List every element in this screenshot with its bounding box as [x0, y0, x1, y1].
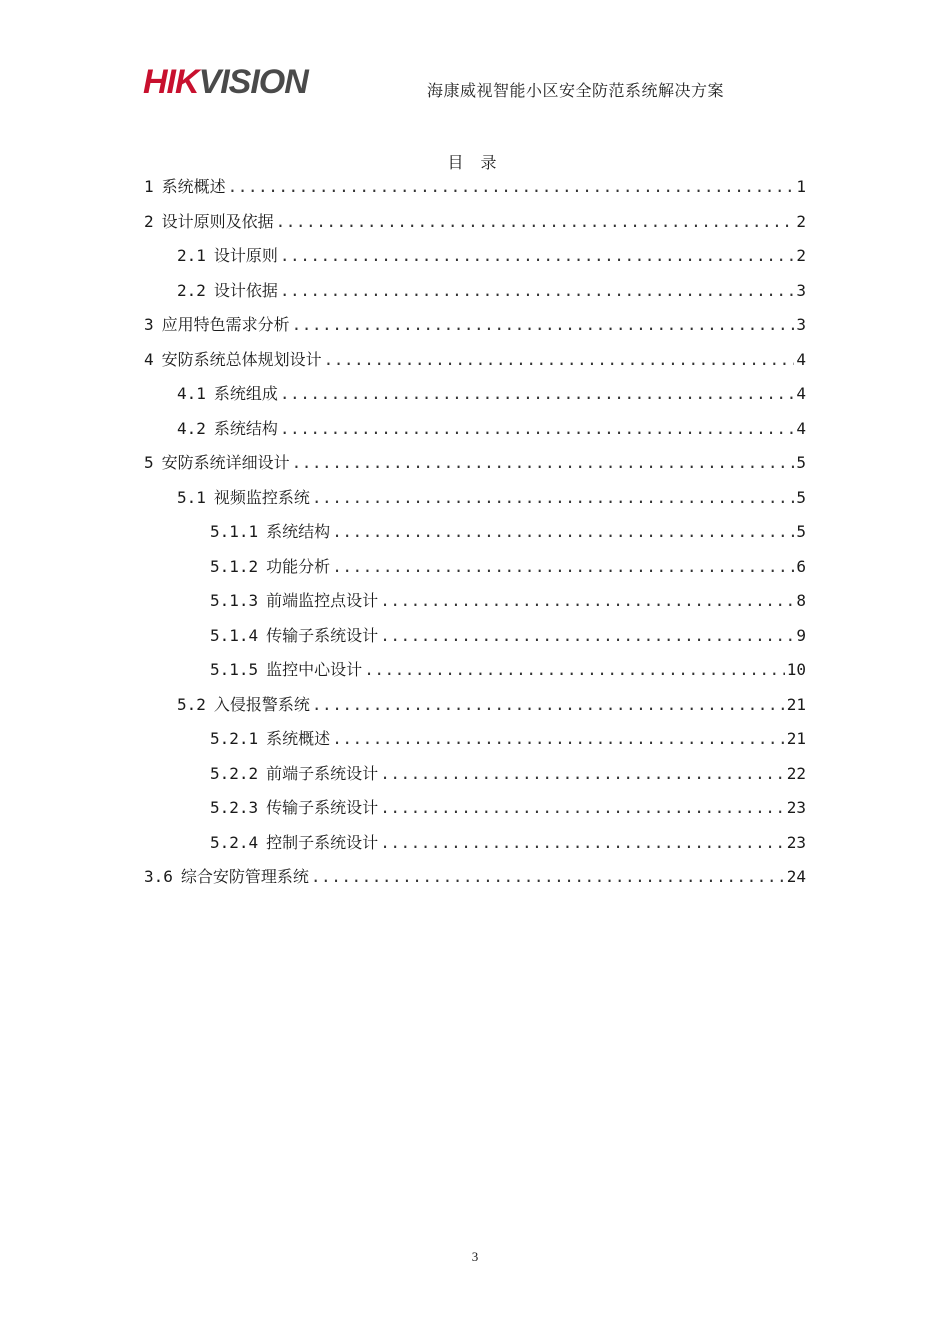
toc-entry[interactable]	[144, 657, 806, 692]
toc-entry-number: 5.1.5	[210, 660, 259, 679]
toc-entry-page: 23	[786, 832, 806, 852]
toc-entry-number: 5.2.4	[210, 832, 259, 852]
toc-entry-label	[144, 347, 322, 373]
toc-entry-page: 24	[786, 867, 806, 886]
toc-entry-page: 21	[786, 729, 806, 748]
toc-entry-text: 设计原则	[213, 246, 278, 265]
toc-entry[interactable]	[144, 416, 806, 451]
toc-entry[interactable]	[144, 450, 806, 485]
toc-entry-label	[210, 726, 330, 752]
toc-entry-number: 5.1.1	[210, 522, 259, 541]
toc-leader-dots	[228, 174, 795, 200]
toc-leader-dots	[380, 795, 785, 821]
toc-entry[interactable]	[144, 554, 806, 589]
toc-entry-page: 2	[796, 246, 806, 265]
toc-entry[interactable]	[144, 864, 806, 899]
toc-entry-text: 功能分析	[266, 556, 331, 576]
toc-leader-dots	[280, 243, 794, 269]
toc-entry-number: 5.1.4	[210, 625, 259, 645]
toc-entry-number: 2.1	[177, 246, 206, 265]
toc-leader-dots	[324, 347, 795, 373]
toc-entry-label	[177, 485, 310, 511]
toc-entry-number: 1	[144, 177, 154, 196]
toc-entry-text: 系统组成	[213, 384, 278, 403]
toc-entry-text: 系统概述	[161, 177, 226, 196]
toc-entry-number: 5.1.3	[210, 591, 259, 610]
toc-entry-label	[177, 416, 278, 442]
toc-entry-text: 安防系统详细设计	[161, 453, 290, 472]
toc-entry-label	[144, 312, 290, 338]
toc-entry-page: 10	[786, 660, 806, 679]
toc-entry[interactable]	[144, 830, 806, 865]
toc-entry[interactable]	[144, 795, 806, 830]
toc-entry-page: 5	[796, 522, 806, 541]
toc-entry-label	[210, 761, 378, 787]
toc-entry[interactable]	[144, 761, 806, 796]
toc-entry-page: 6	[796, 556, 806, 576]
toc-entry-number: 2	[144, 211, 154, 231]
toc-entry-number: 2.2	[177, 280, 206, 300]
toc-leader-dots	[332, 726, 785, 752]
toc-entry-number: 5.1	[177, 487, 206, 507]
toc-entry-label	[210, 588, 378, 614]
page-number: 3	[471, 1249, 479, 1264]
toc-entry[interactable]	[144, 278, 806, 313]
toc-entry-page: 1	[796, 177, 806, 196]
toc-entry-page: 9	[796, 625, 806, 645]
toc-entry-page: 4	[796, 349, 806, 369]
document-header-title: 海康威视智能小区安全防范系统解决方案	[427, 81, 725, 100]
toc-entry-label	[210, 830, 378, 856]
toc-leader-dots	[311, 864, 785, 890]
toc-entry[interactable]	[144, 243, 806, 278]
toc-entry-number: 3.6	[144, 867, 173, 886]
toc-leader-dots	[276, 209, 795, 235]
toc-leader-dots	[380, 623, 794, 649]
toc-entry-number: 5.2.1	[210, 729, 259, 748]
toc-entry-page: 4	[796, 384, 806, 403]
toc-entry-page: 5	[796, 487, 806, 507]
toc-entry-label	[210, 795, 378, 821]
toc-entry-text: 视频监控系统	[213, 487, 310, 507]
toc-entry-number: 3	[144, 315, 154, 334]
toc-entry-label	[177, 243, 278, 269]
toc-entry-page: 8	[796, 591, 806, 610]
toc-entry-page: 3	[796, 315, 806, 334]
toc-leader-dots	[312, 692, 785, 718]
toc-entry-text: 控制子系统设计	[266, 832, 379, 852]
toc-entry-page: 21	[786, 694, 806, 714]
toc-entry-page: 4	[796, 418, 806, 438]
toc-leader-dots	[380, 761, 785, 787]
toc-entry-text: 综合安防管理系统	[180, 867, 309, 886]
toc-entry-label	[177, 381, 278, 407]
toc-leader-dots	[312, 485, 794, 511]
svg-text:HIKVISION: HIKVISION	[143, 63, 308, 98]
toc-entry-number: 5.2.3	[210, 798, 259, 817]
toc-entry-label	[177, 278, 278, 304]
toc-leader-dots	[292, 450, 795, 476]
toc-entry-text: 前端监控点设计	[266, 591, 379, 610]
toc-entry[interactable]	[144, 381, 806, 416]
toc-entry[interactable]	[144, 209, 806, 244]
toc-entry-number: 5.2	[177, 694, 206, 714]
toc-leader-dots	[380, 830, 785, 856]
toc-entry-text: 系统结构	[213, 418, 278, 438]
toc-entry[interactable]	[144, 519, 806, 554]
hikvision-logo	[143, 62, 349, 98]
toc-entry[interactable]	[144, 692, 806, 727]
toc-entry[interactable]	[144, 623, 806, 658]
toc-entry-text: 前端子系统设计	[266, 763, 379, 783]
toc-entry-label	[210, 554, 330, 580]
toc-entry-label	[210, 623, 378, 649]
toc-entry-number: 4	[144, 349, 154, 369]
toc-entry[interactable]	[144, 588, 806, 623]
toc-entry-page: 5	[796, 453, 806, 472]
toc-entry-page: 22	[786, 763, 806, 783]
toc-leader-dots	[332, 554, 794, 580]
toc-entry-text: 设计依据	[213, 280, 278, 300]
toc-entry-label	[144, 450, 290, 476]
toc-leader-dots	[280, 416, 794, 442]
toc-leader-dots	[380, 588, 794, 614]
toc-entry-number: 4.2	[177, 418, 206, 438]
toc-leader-dots	[332, 519, 794, 545]
toc-entry-number: 4.1	[177, 384, 206, 403]
toc-entry[interactable]	[144, 347, 806, 382]
toc-entry-text: 传输子系统设计	[266, 625, 379, 645]
toc-entry[interactable]	[144, 312, 806, 347]
toc-entry-text: 入侵报警系统	[213, 694, 310, 714]
toc-title: 目 录	[447, 153, 503, 172]
toc-entry-label	[144, 209, 274, 235]
hikvision-logo-graphic	[143, 62, 349, 98]
toc-entry-label	[177, 692, 310, 718]
toc-entry-label	[144, 174, 226, 200]
toc-entry-text: 系统结构	[266, 522, 331, 541]
toc-entry[interactable]	[144, 174, 806, 209]
toc-entry-text: 系统概述	[266, 729, 331, 748]
table-of-contents	[144, 174, 806, 899]
toc-entry-text: 设计原则及依据	[161, 211, 274, 231]
toc-entry-page: 23	[786, 798, 806, 817]
toc-entry-label	[144, 864, 309, 890]
toc-entry-page: 2	[796, 211, 806, 231]
toc-leader-dots	[280, 381, 794, 407]
toc-entry-page: 3	[796, 280, 806, 300]
toc-entry-label	[210, 519, 330, 545]
toc-entry[interactable]	[144, 485, 806, 520]
toc-entry-number: 5	[144, 453, 154, 472]
toc-entry[interactable]	[144, 726, 806, 761]
toc-entry-number: 5.1.2	[210, 556, 259, 576]
toc-leader-dots	[280, 278, 794, 304]
toc-entry-number: 5.2.2	[210, 763, 259, 783]
toc-leader-dots	[364, 657, 785, 683]
toc-leader-dots	[292, 312, 795, 338]
toc-entry-label	[210, 657, 362, 683]
toc-entry-text: 传输子系统设计	[266, 798, 379, 817]
toc-entry-text: 应用特色需求分析	[161, 315, 290, 334]
toc-entry-text: 安防系统总体规划设计	[161, 349, 322, 369]
toc-entry-text: 监控中心设计	[266, 660, 363, 679]
